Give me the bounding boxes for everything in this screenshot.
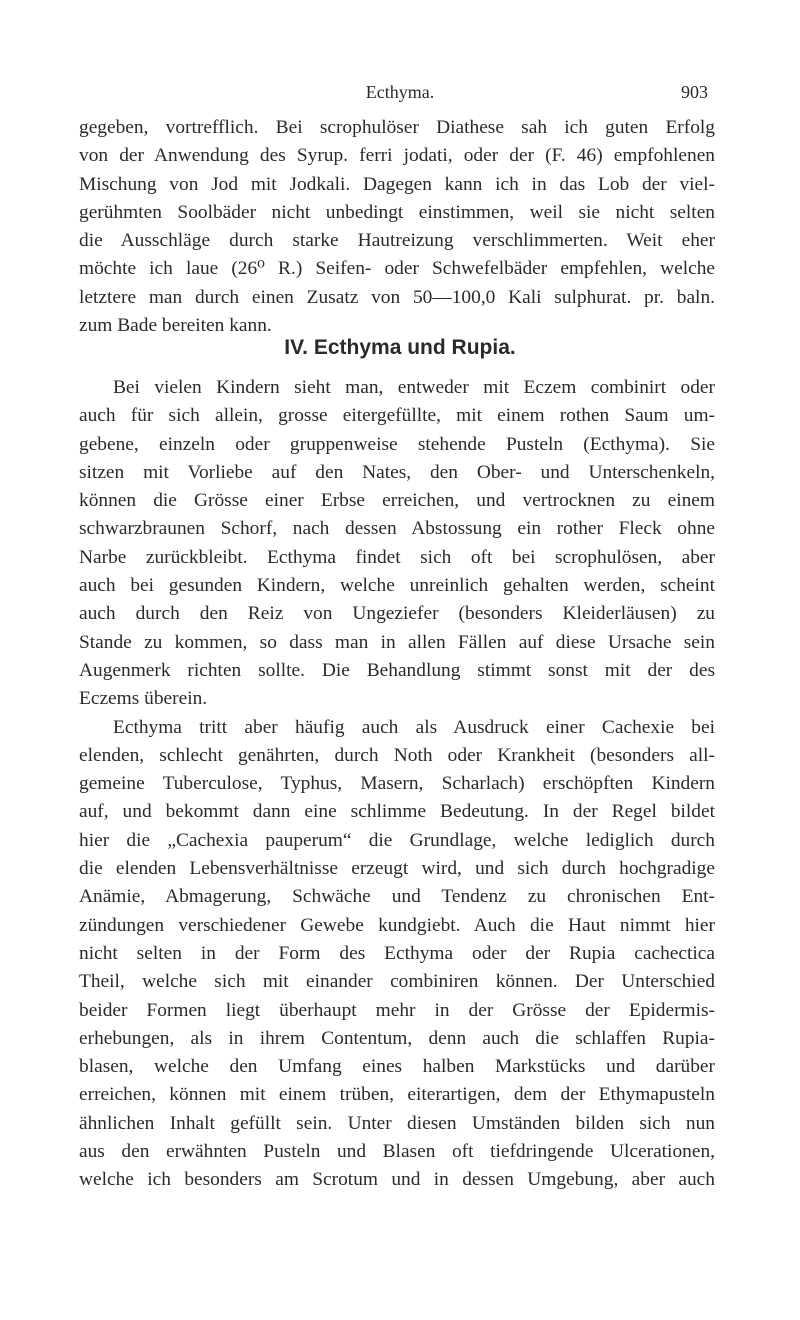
text-line: hier die „Cachexia pauperum“ die Grundlage, welche lediglich durch (79, 829, 715, 851)
section-body (79, 374, 715, 1195)
text-line: können die Grösse einer Erbse erreichen, und vertrocknen zu einem (79, 490, 715, 512)
text-line: welche ich besonders am Scrotum und in dessen Umgebung, aber auch (79, 1169, 715, 1191)
page-number: 903 (681, 82, 708, 102)
text-line: Anämie, Abmagerung, Schwäche und Tendenz zu chronischen Ent- (79, 886, 715, 908)
text-line: auf, und bekommt dann eine schlimme Bedeutung. In der Regel bildet (79, 801, 715, 823)
text-line: letztere man durch einen Zusatz von 50—100,0 Kali sulphurat. pr. baln. (79, 286, 715, 308)
text-line: nicht selten in der Form des Ecthyma oder der Rupia cachectica (79, 942, 715, 964)
text-line: blasen, welche den Umfang eines halben Markstücks und darüber (79, 1056, 715, 1078)
text-line: elenden, schlecht genährten, durch Noth oder Krankheit (besonders all- (79, 744, 715, 766)
text-line: Eczems überein. (79, 688, 208, 710)
text-line: sitzen mit Vorliebe auf den Nates, den Ober- und Unterschenkeln, (79, 461, 715, 483)
text-line: auch für sich allein, grosse eitergefüllte, mit einem rothen Saum um- (79, 405, 715, 427)
text-line: Mischung von Jod mit Jodkali. Dagegen kann ich in das Lob der viel- (79, 173, 715, 195)
text-line: Theil, welche sich mit einander combiniren können. Der Unterschied (79, 971, 715, 993)
text-line: erhebungen, als in ihrem Contentum, denn auch die schlaffen Rupia- (79, 1027, 715, 1049)
text-line: erreichen, können mit einem trüben, eiterartigen, dem der Ethymapusteln (79, 1084, 715, 1106)
intro-paragraph (79, 114, 715, 340)
text-line: die Ausschläge durch starke Hautreizung verschlimmerten. Weit eher (79, 230, 715, 252)
text-line: ähnlichen Inhalt gefüllt sein. Unter diesen Umständen bilden sich nun (79, 1112, 715, 1134)
text-line: zündungen verschiedener Gewebe kundgiebt. Auch die Haut nimmt hier (79, 914, 715, 936)
text-line: auch bei gesunden Kindern, welche unreinlich gehalten werden, scheint (79, 575, 715, 597)
text-line: gemeine Tuberculose, Typhus, Masern, Scharlach) erschöpften Kindern (79, 773, 715, 795)
text-line: gegeben, vortrefflich. Bei scrophulöser Diathese sah ich guten Erfolg (79, 117, 715, 138)
text-line: Augenmerk richten sollte. Die Behandlung stimmt sonst mit der des (79, 659, 715, 681)
text-line: von der Anwendung des Syrup. ferri jodati, oder der (F. 46) empfohlenen (79, 145, 715, 167)
running-head (0, 82, 800, 110)
text-line: möchte ich laue (26⁰ R.) Seifen- oder Schwefelbäder empfehlen, welche (79, 258, 715, 280)
text-line: gerühmten Soolbäder nicht unbedingt einstimmen, weil sie nicht selten (79, 201, 715, 223)
text-line: zum Bade bereiten kann. (79, 315, 272, 337)
text-line: die elenden Lebensverhältnisse erzeugt wird, und sich durch hochgradige (79, 858, 715, 880)
text-line: Narbe zurückbleibt. Ecthyma findet sich oft bei scrophulösen, aber (79, 546, 715, 568)
running-title: Ecthyma. (365, 82, 435, 102)
text-line: aus den erwähnten Pusteln und Blasen oft tiefdringende Ulcerationen, (79, 1141, 715, 1163)
section-heading: IV. Ecthyma und Rupia. (284, 336, 516, 359)
text-line: Ecthyma tritt aber häufig auch als Ausdruck einer Cachexie bei (113, 716, 715, 738)
text-line: auch durch den Reiz von Ungeziefer (besonders Kleiderläusen) zu (79, 603, 715, 625)
text-line: schwarzbraunen Schorf, nach dessen Abstossung ein rother Fleck ohne (79, 518, 715, 540)
text-line: Stande zu kommen, so dass man in allen Fällen auf diese Ursache sein (79, 631, 715, 653)
text-line: Bei vielen Kindern sieht man, entweder mit Eczem combinirt oder (113, 377, 715, 398)
text-line: gebene, einzeln oder gruppenweise stehende Pusteln (Ecthyma). Sie (79, 433, 715, 455)
text-line: beider Formen liegt überhaupt mehr in der Grösse der Epidermis- (79, 999, 715, 1021)
